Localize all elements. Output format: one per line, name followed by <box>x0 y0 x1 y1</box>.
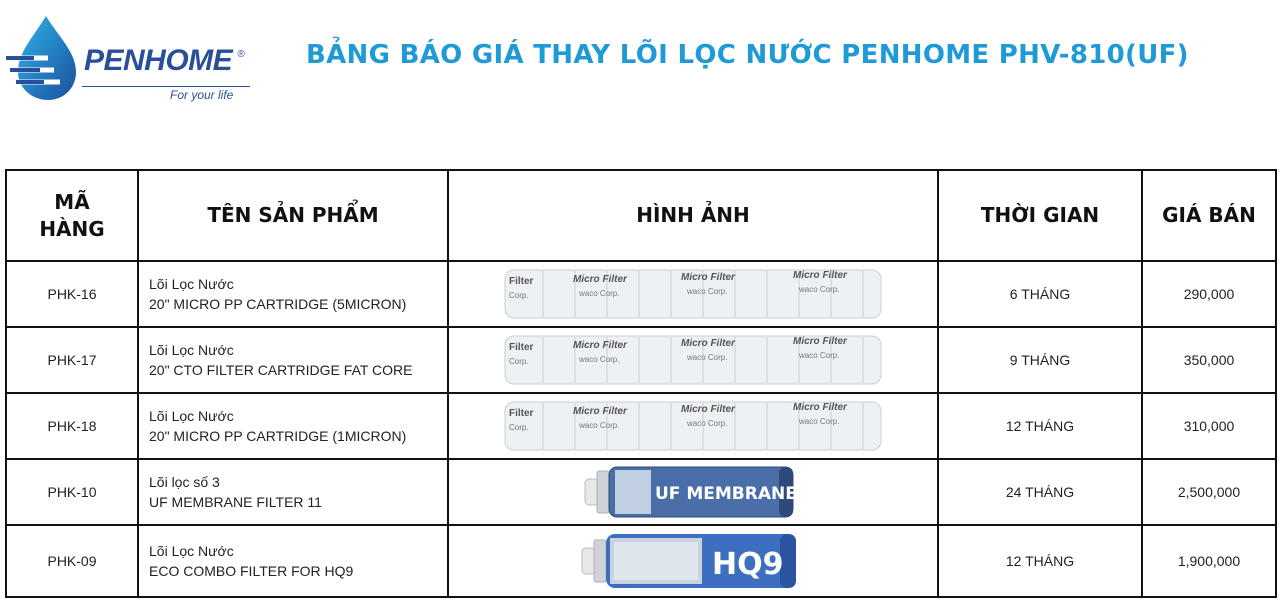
product-image-micro-filter <box>448 327 938 393</box>
product-price: 2,500,000 <box>1142 459 1276 525</box>
svg-text:Filter: Filter <box>509 276 534 287</box>
svg-text:waco Corp.: waco Corp. <box>799 285 840 294</box>
svg-text:HQ9: HQ9 <box>712 547 784 582</box>
replacement-duration: 6 THÁNG <box>938 261 1142 327</box>
product-code: PHK-16 <box>6 261 138 327</box>
svg-text:Filter: Filter <box>509 342 534 353</box>
svg-text:Micro Filter: Micro Filter <box>573 274 627 285</box>
table-row <box>6 261 1276 327</box>
column-header-code: MÃ HÀNG <box>6 170 138 261</box>
column-header-image: HÌNH ẢNH <box>448 170 938 261</box>
penhome-logo <box>4 14 264 109</box>
product-price: 1,900,000 <box>1142 525 1276 597</box>
svg-text:Micro Filter: Micro Filter <box>681 272 735 283</box>
page-title: BẢNG BÁO GIÁ THAY LÕI LỌC NƯỚC PENHOME PHV-810(UF) <box>306 40 1189 70</box>
product-name: Lõi Lọc Nước 20" CTO FILTER CARTRIDGE FAT CORE <box>138 327 448 393</box>
svg-text:waco Corp.: waco Corp. <box>799 417 840 426</box>
svg-text:waco Corp.: waco Corp. <box>579 355 620 364</box>
svg-text:UF MEMBRANE: UF MEMBRANE <box>655 484 797 504</box>
column-header-price: GIÁ BÁN <box>1142 170 1276 261</box>
brand-tagline: For your life <box>170 88 234 102</box>
product-image-micro-filter <box>448 261 938 327</box>
product-name: Lõi Lọc Nước ECO COMBO FILTER FOR HQ9 <box>138 525 448 597</box>
svg-text:Micro Filter: Micro Filter <box>793 336 847 347</box>
svg-text:waco Corp.: waco Corp. <box>687 353 728 362</box>
product-code: PHK-18 <box>6 393 138 459</box>
replacement-duration: 12 THÁNG <box>938 525 1142 597</box>
table-row <box>6 393 1276 459</box>
svg-text:waco Corp.: waco Corp. <box>579 289 620 298</box>
brand-underline <box>82 86 250 87</box>
micro-filter-cartridge-image <box>503 332 883 388</box>
uf-membrane-filter-image <box>583 463 803 521</box>
product-code: PHK-17 <box>6 327 138 393</box>
svg-text:Corp.: Corp. <box>509 291 529 300</box>
column-header-duration: THỜI GIAN <box>938 170 1142 261</box>
product-image-hq9-combo <box>448 525 938 597</box>
svg-text:Micro Filter: Micro Filter <box>573 340 627 351</box>
product-name: Lõi Lọc Nước 20" MICRO PP CARTRIDGE (5MICRON) <box>138 261 448 327</box>
svg-text:waco Corp.: waco Corp. <box>579 421 620 430</box>
price-table <box>5 169 1277 598</box>
product-price: 350,000 <box>1142 327 1276 393</box>
product-code: PHK-10 <box>6 459 138 525</box>
table-row <box>6 327 1276 393</box>
table-row <box>6 459 1276 525</box>
svg-text:Micro Filter: Micro Filter <box>681 404 735 415</box>
product-code: PHK-09 <box>6 525 138 597</box>
product-name: Lõi lọc số 3 UF MEMBRANE FILTER 11 <box>138 459 448 525</box>
svg-text:Micro Filter: Micro Filter <box>793 402 847 413</box>
svg-text:Corp.: Corp. <box>509 357 529 366</box>
column-header-name: TÊN SẢN PHẨM <box>138 170 448 261</box>
micro-filter-cartridge-image <box>503 398 883 454</box>
svg-text:waco Corp.: waco Corp. <box>799 351 840 360</box>
svg-text:waco Corp.: waco Corp. <box>687 419 728 428</box>
svg-text:Corp.: Corp. <box>509 423 529 432</box>
product-price: 290,000 <box>1142 261 1276 327</box>
table-row <box>6 525 1276 597</box>
svg-text:waco Corp.: waco Corp. <box>687 287 728 296</box>
table-header-row <box>6 170 1276 261</box>
page-header <box>0 0 1280 130</box>
replacement-duration: 24 THÁNG <box>938 459 1142 525</box>
svg-text:Micro Filter: Micro Filter <box>573 406 627 417</box>
registered-mark: ® <box>237 49 245 60</box>
svg-text:Micro Filter: Micro Filter <box>793 270 847 281</box>
product-name: Lõi Lọc Nước 20" MICRO PP CARTRIDGE (1MICRON) <box>138 393 448 459</box>
svg-text:Filter: Filter <box>509 408 534 419</box>
product-price: 310,000 <box>1142 393 1276 459</box>
product-image-micro-filter <box>448 393 938 459</box>
water-drop-icon <box>4 14 84 109</box>
product-image-uf-membrane <box>448 459 938 525</box>
svg-text:Micro Filter: Micro Filter <box>681 338 735 349</box>
micro-filter-cartridge-image <box>503 266 883 322</box>
brand-name: PENHOME ® <box>84 44 232 78</box>
replacement-duration: 12 THÁNG <box>938 393 1142 459</box>
hq9-combo-filter-image <box>580 530 806 592</box>
replacement-duration: 9 THÁNG <box>938 327 1142 393</box>
